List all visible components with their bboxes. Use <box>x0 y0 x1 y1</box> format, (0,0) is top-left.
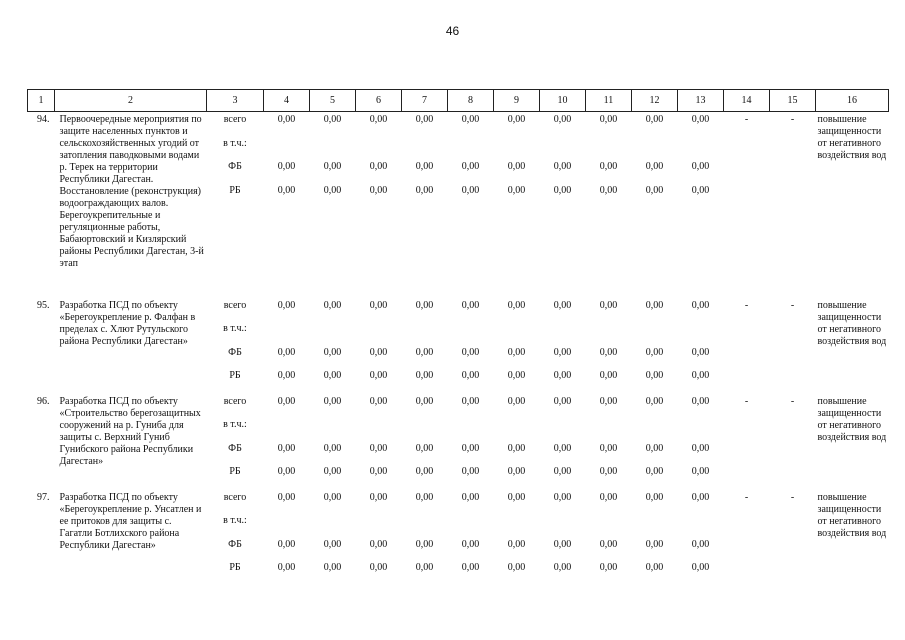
amount-value: 0,00 <box>553 161 572 172</box>
amount-value: 0,00 <box>369 538 388 550</box>
amount-value: 0,00 <box>645 395 664 407</box>
amount-value: 0,00 <box>553 299 572 311</box>
amount-value: 0,00 <box>645 466 664 477</box>
funding-category: ФБ <box>228 346 242 358</box>
measure-name: Разработка ПСД по объекту «Строительство берегозащитных сооружений на р. Гуниба для защиты с. Верхний Гуниб Гунибского района Республики Дагестан» <box>59 395 201 467</box>
amount-value: 0,00 <box>461 114 480 125</box>
funding-category: всего <box>223 491 247 503</box>
amount-value <box>402 138 448 162</box>
amount-value <box>540 419 586 443</box>
value-cell-col-13 <box>678 490 724 586</box>
amount-value: 0,00 <box>553 370 572 381</box>
amount-value: 0,00 <box>553 466 572 477</box>
amount-value <box>540 323 586 347</box>
expected-result: повышение защищенности от негативного воздействия вод <box>817 491 887 539</box>
amount-value: 0,00 <box>691 346 710 358</box>
amount-value: 0,00 <box>553 491 572 503</box>
amount-value: 0,00 <box>691 442 710 454</box>
amount-value: 0,00 <box>415 395 434 407</box>
value-cell-col-5 <box>310 112 356 298</box>
funding-category-cell <box>207 298 264 394</box>
amount-value <box>310 323 356 347</box>
column-header-10: 10 <box>540 90 586 112</box>
expected-result-cell <box>816 298 889 394</box>
funding-category: РБ <box>229 466 241 477</box>
amount-value: 0,00 <box>369 491 388 503</box>
row-number: 95. <box>37 299 50 311</box>
value-cell-col-4 <box>264 490 310 586</box>
expected-result: повышение защищенности от негативного воздействия вод <box>817 114 887 161</box>
amount-value: 0,00 <box>461 442 480 454</box>
amount-value <box>632 515 678 539</box>
amount-value: 0,00 <box>323 299 342 311</box>
funding-category: ФБ <box>228 161 242 172</box>
value-cell-col-8 <box>448 298 494 394</box>
indicator-col-15: - <box>790 491 795 503</box>
amount-value: 0,00 <box>507 491 526 503</box>
amount-value: 0,00 <box>277 346 296 358</box>
funding-category-cell <box>207 394 264 490</box>
amount-value: 0,00 <box>277 442 296 454</box>
funding-category: РБ <box>229 370 241 381</box>
amount-value <box>356 515 402 539</box>
page-number: 46 <box>445 24 460 38</box>
amount-value: 0,00 <box>369 466 388 477</box>
amount-value: 0,00 <box>645 161 664 172</box>
amount-value: 0,00 <box>323 346 342 358</box>
value-cell-col-4 <box>264 298 310 394</box>
indicator-col-15: - <box>790 395 795 407</box>
amount-value: 0,00 <box>691 370 710 381</box>
amount-value: 0,00 <box>599 161 618 172</box>
funding-category: всего <box>223 395 247 407</box>
value-cell-col-13 <box>678 298 724 394</box>
value-cell-col-9 <box>494 298 540 394</box>
amount-value: 0,00 <box>277 538 296 550</box>
amount-value: 0,00 <box>461 161 480 172</box>
table-row <box>28 490 889 586</box>
column-header-2: 2 <box>55 90 207 112</box>
amount-value: 0,00 <box>507 114 526 125</box>
table-row <box>28 394 889 490</box>
amount-value <box>264 323 310 347</box>
value-cell-col-6 <box>356 112 402 298</box>
value-cell-col-12 <box>632 112 678 298</box>
amount-value: 0,00 <box>691 466 710 477</box>
amount-value: 0,00 <box>645 114 664 125</box>
amount-value: 0,00 <box>599 491 618 503</box>
funding-category: РБ <box>229 562 241 573</box>
amount-value: 0,00 <box>415 466 434 477</box>
amount-value: 0,00 <box>553 562 572 573</box>
amount-value <box>356 323 402 347</box>
value-cell-col-13 <box>678 394 724 490</box>
amount-value: 0,00 <box>645 299 664 311</box>
amount-value <box>402 419 448 443</box>
column-header-4: 4 <box>264 90 310 112</box>
amount-value: 0,00 <box>553 395 572 407</box>
funding-category: всего <box>223 114 247 125</box>
amount-value: 0,00 <box>599 442 618 454</box>
measure-name: Разработка ПСД по объекту «Берегоукрепление р. Фалфан в пределах с. Хлют Рутульского района Республики Дагестан» <box>59 299 196 347</box>
amount-value: 0,00 <box>553 442 572 454</box>
funding-category: ФБ <box>228 442 242 454</box>
amount-value: 0,00 <box>415 370 434 381</box>
amount-value: 0,00 <box>323 491 342 503</box>
amount-value: 0,00 <box>461 538 480 550</box>
row-number: 94. <box>37 114 50 125</box>
column-header-1: 1 <box>28 90 55 112</box>
amount-value: 0,00 <box>691 114 710 125</box>
amount-value: 0,00 <box>369 161 388 172</box>
expected-result: повышение защищенности от негативного воздействия вод <box>817 299 887 347</box>
amount-value <box>356 138 402 162</box>
amount-value: 0,00 <box>369 395 388 407</box>
amount-value: 0,00 <box>691 395 710 407</box>
value-cell-col-11 <box>586 490 632 586</box>
amount-value <box>586 419 632 443</box>
column-header-15: 15 <box>770 90 816 112</box>
amount-value <box>678 419 724 443</box>
value-cell-col-5 <box>310 298 356 394</box>
row-number: 97. <box>37 491 50 503</box>
value-cell-col-10 <box>540 298 586 394</box>
amount-value <box>632 323 678 347</box>
value-cell-col-6 <box>356 490 402 586</box>
amount-value: 0,00 <box>277 466 296 477</box>
amount-value: 0,00 <box>507 299 526 311</box>
expected-result: повышение защищенности от негативного воздействия вод <box>817 395 887 443</box>
indicator-col-14: - <box>744 299 749 311</box>
expected-result-cell <box>816 394 889 490</box>
amount-value <box>494 515 540 539</box>
amount-value <box>448 419 494 443</box>
column-header-8: 8 <box>448 90 494 112</box>
table-body <box>28 112 889 586</box>
amount-value: 0,00 <box>645 491 664 503</box>
amount-value: 0,00 <box>415 184 434 196</box>
amount-value: 0,00 <box>461 466 480 477</box>
amount-value <box>448 138 494 162</box>
column-header-16: 16 <box>816 90 889 112</box>
table-row <box>28 112 889 298</box>
amount-value: 0,00 <box>461 370 480 381</box>
program-table <box>27 89 889 586</box>
amount-value: 0,00 <box>599 346 618 358</box>
amount-value: 0,00 <box>691 562 710 573</box>
value-cell-col-4 <box>264 112 310 298</box>
amount-value <box>494 419 540 443</box>
amount-value: 0,00 <box>599 466 618 477</box>
value-cell-col-10 <box>540 394 586 490</box>
amount-value: 0,00 <box>323 370 342 381</box>
value-cell-col-9 <box>494 112 540 298</box>
amount-value: 0,00 <box>277 370 296 381</box>
amount-value: 0,00 <box>645 442 664 454</box>
amount-value: 0,00 <box>369 114 388 125</box>
amount-value: 0,00 <box>277 562 296 573</box>
value-cell-col-11 <box>586 112 632 298</box>
value-cell-col-11 <box>586 394 632 490</box>
column-header-7: 7 <box>402 90 448 112</box>
indicator-col-14: - <box>744 491 749 503</box>
amount-value <box>356 419 402 443</box>
amount-value: 0,00 <box>277 395 296 407</box>
amount-value <box>540 515 586 539</box>
amount-value: 0,00 <box>369 346 388 358</box>
amount-value: 0,00 <box>323 161 342 172</box>
amount-value: 0,00 <box>599 114 618 125</box>
amount-value: 0,00 <box>553 114 572 125</box>
amount-value: 0,00 <box>507 184 526 196</box>
amount-value: 0,00 <box>691 491 710 503</box>
amount-value: 0,00 <box>277 114 296 125</box>
amount-value <box>310 138 356 162</box>
measure-name: Разработка ПСД по объекту «Берегоукрепление р. Унсатлен и ее притоков для защиты с. Гагатли Ботлихского района Республики Дагестан» <box>59 491 202 551</box>
amount-value: 0,00 <box>461 562 480 573</box>
amount-value: 0,00 <box>323 538 342 550</box>
value-cell-col-12 <box>632 490 678 586</box>
value-cell-col-9 <box>494 490 540 586</box>
funding-category: в т.ч.: <box>223 515 247 526</box>
amount-value: 0,00 <box>323 562 342 573</box>
amount-value: 0,00 <box>507 538 526 550</box>
amount-value: 0,00 <box>369 370 388 381</box>
measure-name-cell <box>55 112 207 298</box>
amount-value: 0,00 <box>553 538 572 550</box>
amount-value: 0,00 <box>599 538 618 550</box>
amount-value <box>310 515 356 539</box>
amount-value: 0,00 <box>323 395 342 407</box>
value-cell-col-6 <box>356 394 402 490</box>
amount-value: 0,00 <box>507 395 526 407</box>
amount-value: 0,00 <box>369 442 388 454</box>
amount-value <box>264 419 310 443</box>
amount-value: 0,00 <box>323 114 342 125</box>
amount-value <box>264 138 310 162</box>
amount-value: 0,00 <box>277 299 296 311</box>
amount-value: 0,00 <box>507 370 526 381</box>
value-cell-col-7 <box>402 394 448 490</box>
amount-value <box>678 515 724 539</box>
expected-result-cell <box>816 112 889 298</box>
amount-value <box>494 323 540 347</box>
amount-value <box>586 323 632 347</box>
amount-value: 0,00 <box>461 346 480 358</box>
amount-value <box>494 138 540 162</box>
amount-value: 0,00 <box>599 370 618 381</box>
measure-name-cell <box>55 394 207 490</box>
funding-category: всего <box>223 299 247 311</box>
expected-result-cell <box>816 490 889 586</box>
amount-value: 0,00 <box>461 184 480 196</box>
amount-value <box>586 138 632 162</box>
column-header-9: 9 <box>494 90 540 112</box>
funding-category: в т.ч.: <box>223 419 247 430</box>
value-cell-col-8 <box>448 490 494 586</box>
column-header-3: 3 <box>207 90 264 112</box>
amount-value: 0,00 <box>369 562 388 573</box>
amount-value: 0,00 <box>415 491 434 503</box>
amount-value: 0,00 <box>323 442 342 454</box>
amount-value: 0,00 <box>369 184 388 196</box>
amount-value: 0,00 <box>323 184 342 196</box>
indicator-col-14: - <box>744 114 749 125</box>
amount-value: 0,00 <box>599 395 618 407</box>
value-cell-col-13 <box>678 112 724 298</box>
amount-value <box>448 323 494 347</box>
amount-value: 0,00 <box>415 562 434 573</box>
header-row <box>28 90 889 112</box>
amount-value <box>678 138 724 162</box>
value-cell-col-12 <box>632 298 678 394</box>
amount-value: 0,00 <box>323 466 342 477</box>
value-cell-col-5 <box>310 394 356 490</box>
amount-value: 0,00 <box>277 491 296 503</box>
amount-value: 0,00 <box>461 299 480 311</box>
value-cell-col-7 <box>402 298 448 394</box>
funding-category-cell <box>207 490 264 586</box>
value-cell-col-5 <box>310 490 356 586</box>
value-cell-col-7 <box>402 490 448 586</box>
funding-category: в т.ч.: <box>223 137 247 149</box>
amount-value <box>402 323 448 347</box>
amount-value: 0,00 <box>415 114 434 125</box>
amount-value: 0,00 <box>599 184 618 196</box>
amount-value: 0,00 <box>415 299 434 311</box>
value-cell-col-6 <box>356 298 402 394</box>
amount-value: 0,00 <box>599 299 618 311</box>
funding-category: в т.ч.: <box>223 323 247 334</box>
amount-value: 0,00 <box>645 562 664 573</box>
funding-category: ФБ <box>228 538 242 550</box>
amount-value: 0,00 <box>691 184 710 196</box>
amount-value: 0,00 <box>461 491 480 503</box>
amount-value: 0,00 <box>507 562 526 573</box>
amount-value: 0,00 <box>645 538 664 550</box>
amount-value <box>586 515 632 539</box>
amount-value: 0,00 <box>415 442 434 454</box>
amount-value: 0,00 <box>691 299 710 311</box>
amount-value: 0,00 <box>507 442 526 454</box>
indicator-col-15: - <box>790 299 795 311</box>
amount-value: 0,00 <box>691 161 710 172</box>
value-cell-col-4 <box>264 394 310 490</box>
amount-value: 0,00 <box>553 346 572 358</box>
funding-category: РБ <box>229 184 241 196</box>
measure-name-cell <box>55 298 207 394</box>
amount-value <box>448 515 494 539</box>
value-cell-col-9 <box>494 394 540 490</box>
amount-value: 0,00 <box>415 346 434 358</box>
amount-value: 0,00 <box>277 161 296 172</box>
amount-value: 0,00 <box>507 346 526 358</box>
value-cell-col-7 <box>402 112 448 298</box>
amount-value: 0,00 <box>369 299 388 311</box>
amount-value: 0,00 <box>507 161 526 172</box>
column-header-13: 13 <box>678 90 724 112</box>
amount-value <box>678 323 724 347</box>
table-row <box>28 298 889 394</box>
value-cell-col-10 <box>540 112 586 298</box>
column-header-12: 12 <box>632 90 678 112</box>
amount-value: 0,00 <box>645 184 664 196</box>
column-header-11: 11 <box>586 90 632 112</box>
amount-value: 0,00 <box>645 346 664 358</box>
indicator-col-14: - <box>744 395 749 407</box>
value-cell-col-8 <box>448 112 494 298</box>
column-header-5: 5 <box>310 90 356 112</box>
amount-value: 0,00 <box>461 395 480 407</box>
amount-value: 0,00 <box>599 562 618 573</box>
value-cell-col-8 <box>448 394 494 490</box>
indicator-col-15: - <box>790 114 795 125</box>
amount-value: 0,00 <box>645 370 664 381</box>
amount-value <box>402 515 448 539</box>
amount-value <box>632 419 678 443</box>
column-header-14: 14 <box>724 90 770 112</box>
amount-value: 0,00 <box>553 184 572 196</box>
amount-value <box>310 419 356 443</box>
amount-value <box>540 138 586 162</box>
measure-name-cell <box>55 490 207 586</box>
value-cell-col-10 <box>540 490 586 586</box>
amount-value <box>632 138 678 162</box>
amount-value: 0,00 <box>415 161 434 172</box>
amount-value: 0,00 <box>691 538 710 550</box>
funding-category-cell <box>207 112 264 298</box>
value-cell-col-12 <box>632 394 678 490</box>
amount-value: 0,00 <box>507 466 526 477</box>
amount-value: 0,00 <box>415 538 434 550</box>
column-header-6: 6 <box>356 90 402 112</box>
amount-value: 0,00 <box>277 184 296 196</box>
value-cell-col-11 <box>586 298 632 394</box>
row-number: 96. <box>37 395 50 407</box>
measure-name: Первоочередные мероприятия по защите населенных пунктов и сельскохозяйственных угодий от затопления паводковыми водами р. Терек на территории Республики Дагестан. Восстановление (реконструкция) водоограждающих валов. Берегоукрепительные и регуляционные работы, Бабаюртовский и Кизлярский районы Республики Дагестан, 3-й этап <box>59 114 204 269</box>
amount-value <box>264 515 310 539</box>
